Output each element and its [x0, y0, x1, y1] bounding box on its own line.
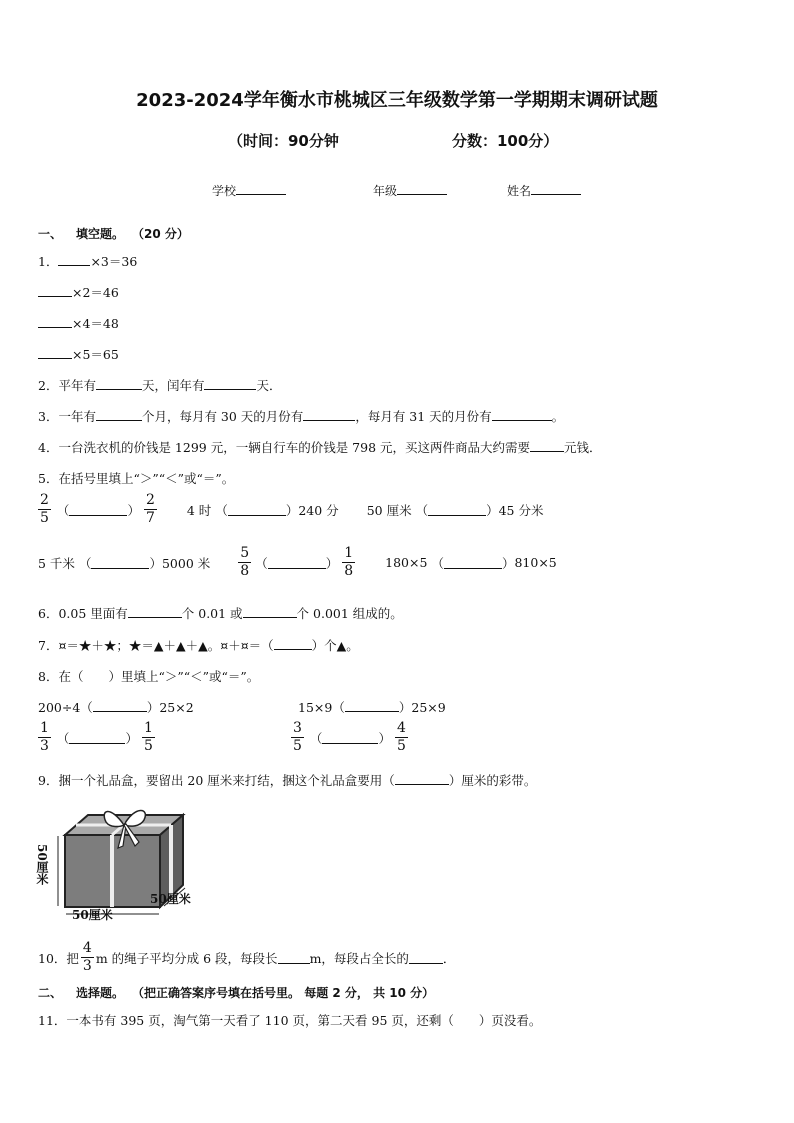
question-1-line-4: ×5＝65 [38, 345, 119, 363]
question-1-line-3: ×4＝48 [38, 314, 119, 332]
question-8: 8．在（ ）里填上“＞”“＜”或“＝”。 [38, 669, 260, 684]
fraction: $\frac{2}{7}$ [145, 492, 155, 526]
fraction: $\frac{1}{8}$ [344, 545, 354, 579]
question-1-line-2: ×2＝46 [38, 283, 119, 301]
gift-box-figure [35, 800, 205, 925]
question-8-item-b: 15×9（ ）25×9 [298, 700, 446, 715]
question-5-row-1: $\frac{2}{5}$ （ ） $\frac{2}{7}$ 4 时 （ ） 240 分 50 厘米 （ ） 45 分米 [40, 492, 544, 526]
question-6: 6．0.05 里面有 个 0.01 或 个 0.001 组成的。 [38, 606, 403, 621]
fraction: $\frac{5}{8}$ [240, 545, 250, 579]
question-11: 11．一本书有 395 页，淘气第一天看了 110 页，第二天看 95 页，还剩（ ）页没看。 [38, 1013, 542, 1028]
grade-field: 年级 [373, 182, 447, 199]
figure-label-length: 50厘米 [72, 908, 113, 922]
fraction: $\frac{1}{3}$ [40, 720, 49, 754]
question-8-item-c: $\frac{1}{3}$ （ ） $\frac{1}{5}$ [40, 720, 153, 754]
question-2: 2．平年有 天，闰年有 天． [38, 378, 282, 393]
question-9: 9．捆一个礼品盒，要留出 20 厘米来打结，捆这个礼品盒要用（ ）厘米的彩带。 [38, 773, 537, 788]
question-1: 1． ×3＝36 [38, 254, 138, 269]
fraction: $\frac{4}{3}$ [82, 940, 92, 974]
exam-score: 分数：100分） [452, 132, 559, 150]
question-7: 7．¤＝★＋★；★＝▲＋▲＋▲。¤＋¤＝（ ）个▲。 [38, 638, 359, 653]
section-2-heading: 二、 选择题。 （把正确答案序号填在括号里。 每题 2 分， 共 10 分） [38, 986, 435, 1000]
fraction: $\frac{1}{5}$ [143, 720, 153, 754]
question-3: 3．一年有 个月，每月有 30 天的月份有 ，每月有 31 天的月份有 。 [38, 409, 565, 424]
page-title: 2023-2024学年衡水市桃城区三年级数学第一学期期末调研试题 [136, 90, 658, 111]
question-8-item-d: $\frac{3}{5}$ （ ） $\frac{4}{5}$ [293, 720, 406, 754]
exam-time: （时间：90分钟 [228, 132, 339, 150]
name-field: 姓名 [507, 182, 581, 199]
fraction: $\frac{2}{5}$ [40, 492, 49, 526]
question-5: 5．在括号里填上“＞”“＜”或“＝”。 [38, 471, 235, 486]
fraction: $\frac{3}{5}$ [293, 720, 302, 754]
question-10: 10．把 $\frac{4}{3}$ m 的绳子平均分成 6 段，每段长 m，每段占全长的 ． [38, 940, 456, 974]
figure-label-height: 50厘米 [35, 844, 49, 885]
figure-label-width: 50厘米 [150, 892, 191, 906]
school-field: 学校 [212, 182, 286, 199]
section-1-heading: 一、 填空题。 （20 分） [38, 227, 189, 241]
question-5-row-2: 5 千米 （ ） 5000 米 $\frac{5}{8}$ （ ） $\frac{1}{8}$ 180×5 （ ） 810×5 [38, 545, 557, 579]
question-4: 4．一台洗衣机的价钱是 1299 元，一辆自行车的价钱是 798 元，买这两件商品大约需要 元钱． [38, 440, 602, 455]
fraction: $\frac{4}{5}$ [396, 720, 406, 754]
question-8-item-a: 200÷4（ ）25×2 [38, 700, 194, 715]
